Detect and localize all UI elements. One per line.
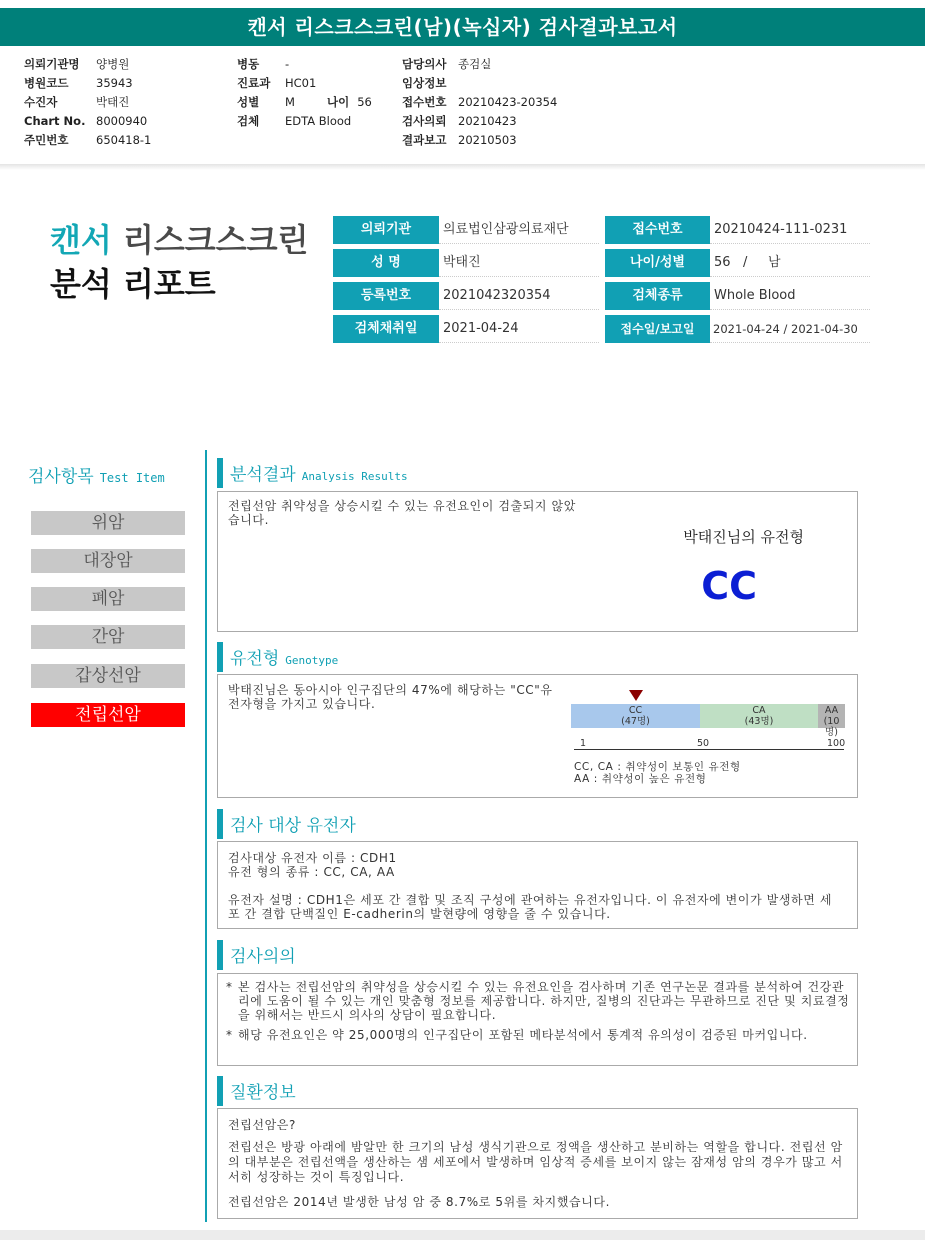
meta-value: 20210423 [458, 114, 517, 128]
meta-key: 성별 [237, 95, 260, 109]
section-title-kr: 분석결과 [230, 465, 296, 485]
meta-row [237, 112, 351, 131]
disease-description: 전립선은 방광 아래에 밤알만 한 크기의 남성 생식기관으로 정액을 생산하고 분비하는 역할을 합니다. 전립선 암의 대부분은 전립선액을 생산하는 샘 세포에서 발생하며 임상적 증세를 보이지 않는 잠재성 암의 경우가 많고 서서히 성장하는 것이 특징입니다. [228, 1140, 843, 1184]
info-value: 20210424-111-0231 [710, 216, 870, 244]
disease-statistic: 전립선암은 2014년 발생한 남성 암 중 8.7%로 5위를 차지했습니다. [228, 1195, 611, 1209]
meta-key: 검체 [237, 114, 260, 128]
meta-key: 수진자 [24, 95, 58, 109]
meta-row [24, 131, 151, 150]
meta-value: 8000940 [96, 114, 148, 128]
meta-value: 양병원 [96, 57, 130, 71]
meta-age [327, 93, 372, 112]
meta-key: 검사의뢰 [402, 114, 447, 128]
test-item-title [28, 462, 165, 487]
genes-name-line: 검사대상 유전자 이름 : CDH1 [228, 851, 397, 865]
genotype-segment-ca [700, 704, 818, 728]
sidebar-divider [205, 450, 207, 1222]
genotype-segment-cc [571, 704, 700, 728]
significance-bullet [226, 1028, 852, 1042]
report-logo [50, 218, 308, 306]
meta-value: M [285, 95, 295, 109]
genotype-marker-icon [629, 690, 643, 701]
test-item-title-kr: 검사항목 [28, 467, 94, 487]
test-item-title-en: Test Item [99, 471, 165, 485]
info-value: 2021-04-24 [439, 315, 599, 343]
meta-key: 담당의사 [402, 57, 447, 71]
meta-key: Chart No. [24, 114, 86, 128]
significance-bullet [226, 980, 852, 1022]
section-title [230, 644, 338, 669]
meta-row [24, 74, 151, 93]
genotype-segment-name: AA [824, 705, 839, 716]
section-bar [217, 1076, 223, 1106]
significance-text: 해당 유전요인은 약 25,000명의 인구집단이 포함된 메타분석에서 통계적 유의성이 검증된 마커입니다. [238, 1028, 808, 1042]
meta-patient-info [24, 55, 151, 150]
info-label: 성 명 [333, 249, 439, 277]
genotype-segment-count: (47명) [621, 716, 650, 727]
meta-key: 진료과 [237, 76, 271, 90]
meta-row [24, 93, 151, 112]
info-label: 검체채취일 [333, 315, 439, 343]
meta-value: 20210423-20354 [458, 95, 558, 109]
genotype-segment-name: CA [752, 705, 766, 716]
scale-tick: 50 [697, 738, 710, 749]
section-title [230, 460, 408, 485]
section-title-en: Genotype [285, 654, 339, 667]
info-label: 검체종류 [605, 282, 710, 310]
genotype-segment-aa [818, 704, 845, 738]
section-title-en: Analysis Results [301, 470, 408, 483]
genotype-owner-label: 박태진님의 유전형 [683, 528, 804, 546]
analysis-result-box [217, 491, 858, 632]
meta-key: 병원코드 [24, 76, 69, 90]
test-item-liver[interactable]: 간암 [31, 625, 185, 649]
info-label: 접수일/보고일 [605, 315, 710, 343]
disease-question: 전립선암은? [228, 1118, 296, 1132]
meta-key: 의뢰기관명 [24, 57, 80, 71]
test-item-stomach[interactable]: 위암 [31, 511, 185, 535]
genotype-box [217, 674, 858, 798]
meta-value: 박태진 [96, 95, 130, 109]
meta-value: 20210503 [458, 133, 517, 147]
info-label: 접수번호 [605, 216, 710, 244]
genotype-legend-line: CC, CA : 취약성이 보통인 유전형 [574, 761, 741, 773]
significance-box [217, 973, 858, 1066]
meta-value: 35943 [96, 76, 133, 90]
section-bar [217, 642, 223, 672]
genotype-result-value: CC [701, 564, 757, 608]
info-value: 의료법인삼광의료재단 [439, 216, 599, 244]
meta-value: EDTA Blood [285, 114, 352, 128]
genes-box [217, 841, 858, 929]
meta-key: 병동 [237, 57, 260, 71]
test-item-colorectal[interactable]: 대장암 [31, 549, 185, 573]
logo-text-report: 분석 리포트 [50, 265, 216, 303]
test-item-thyroid[interactable]: 갑상선암 [31, 664, 185, 688]
report-title: 캔서 리스크스크린(남)(녹십자) 검사결과보고서 [0, 8, 925, 46]
genes-description: 유전자 설명 : CDH1은 세포 간 결합 및 조직 구성에 관여하는 유전자입니다. 이 유전자에 변이가 발생하면 세포 간 결합 단백질인 E-cadherin의 발현량에 영향을 줄 수 있습니다. [228, 893, 833, 921]
meta-value: - [285, 57, 290, 71]
meta-row [402, 112, 557, 131]
meta-key: 나이 [327, 95, 350, 109]
analysis-result-text: 전립선암 취약성을 상승시킬 수 있는 유전요인이 검출되지 않았습니다. [228, 499, 576, 527]
meta-key: 결과보고 [402, 133, 447, 147]
meta-key: 주민번호 [24, 133, 69, 147]
genotype-segment-count: (10명) [823, 716, 840, 738]
disease-box [217, 1108, 858, 1219]
genotype-segment-count: (43명) [744, 716, 774, 727]
logo-text-riskscreen: 리스크스크린 [111, 221, 309, 259]
significance-text: 본 검사는 전립선암의 취약성을 상승시킬 수 있는 유전요인을 검사하며 기존 연구논문 결과를 분석하여 건강관리에 도움이 될 수 있는 개인 맞춤형 정보를 제공합니다. 하지만, 질병의 진단과는 무관하므로 진단 및 치료결정을 위해서는 반드시 의사의 상담이 필요합니다. [238, 980, 850, 1022]
meta-value: 650418-1 [96, 133, 152, 147]
scale-tick: 1 [580, 738, 587, 749]
scale-axis [574, 749, 844, 750]
info-value: 2021042320354 [439, 282, 599, 310]
meta-row [237, 74, 351, 93]
genotype-text: 박태진님은 동아시아 인구집단의 47%에 해당하는 "CC"유전자형을 가지고 있습니다. [228, 683, 553, 711]
info-value: 박태진 [439, 249, 599, 277]
section-title-kr: 검사 대상 유전자 [230, 816, 356, 836]
genotype-legend-line: AA : 취약성이 높은 유전형 [574, 773, 707, 785]
meta-row [402, 93, 557, 112]
test-item-lung[interactable]: 폐암 [31, 587, 185, 611]
meta-row [237, 55, 351, 74]
section-title-kr: 유전형 [230, 649, 280, 669]
test-item-prostate[interactable]: 전립선암 [31, 703, 185, 727]
bullet-asterisk: * [226, 1028, 233, 1042]
info-value: 56 / 남 [710, 249, 870, 277]
meta-key: 임상정보 [402, 76, 447, 90]
section-title-kr: 검사의의 [230, 947, 296, 967]
meta-row [402, 131, 557, 150]
section-bar [217, 458, 223, 488]
info-value: Whole Blood [710, 282, 870, 310]
info-value: 2021-04-24 / 2021-04-30 [710, 315, 870, 343]
meta-test-info [402, 55, 557, 150]
info-label: 등록번호 [333, 282, 439, 310]
info-label: 나이/성별 [605, 249, 710, 277]
meta-row [402, 74, 557, 93]
meta-key: 접수번호 [402, 95, 447, 109]
genotype-legend [574, 761, 741, 785]
genotype-segment-name: CC [628, 705, 643, 716]
meta-row [24, 55, 151, 74]
genes-type-line: 유전 형의 종류 : CC, CA, AA [228, 865, 395, 879]
section-bar [217, 940, 223, 970]
header-divider [0, 164, 925, 170]
logo-text-cancer: 캔서 [50, 221, 112, 259]
scale-tick: 100 [827, 738, 846, 749]
meta-row [24, 112, 151, 131]
bullet-asterisk: * [226, 980, 233, 994]
meta-value: 종검실 [458, 57, 492, 71]
meta-value: 56 [357, 95, 372, 109]
page-footer [0, 1230, 925, 1240]
meta-row [402, 55, 557, 74]
section-bar [217, 809, 223, 839]
meta-value: HC01 [285, 76, 317, 90]
info-label: 의뢰기관 [333, 216, 439, 244]
section-title-kr: 질환정보 [230, 1083, 296, 1103]
